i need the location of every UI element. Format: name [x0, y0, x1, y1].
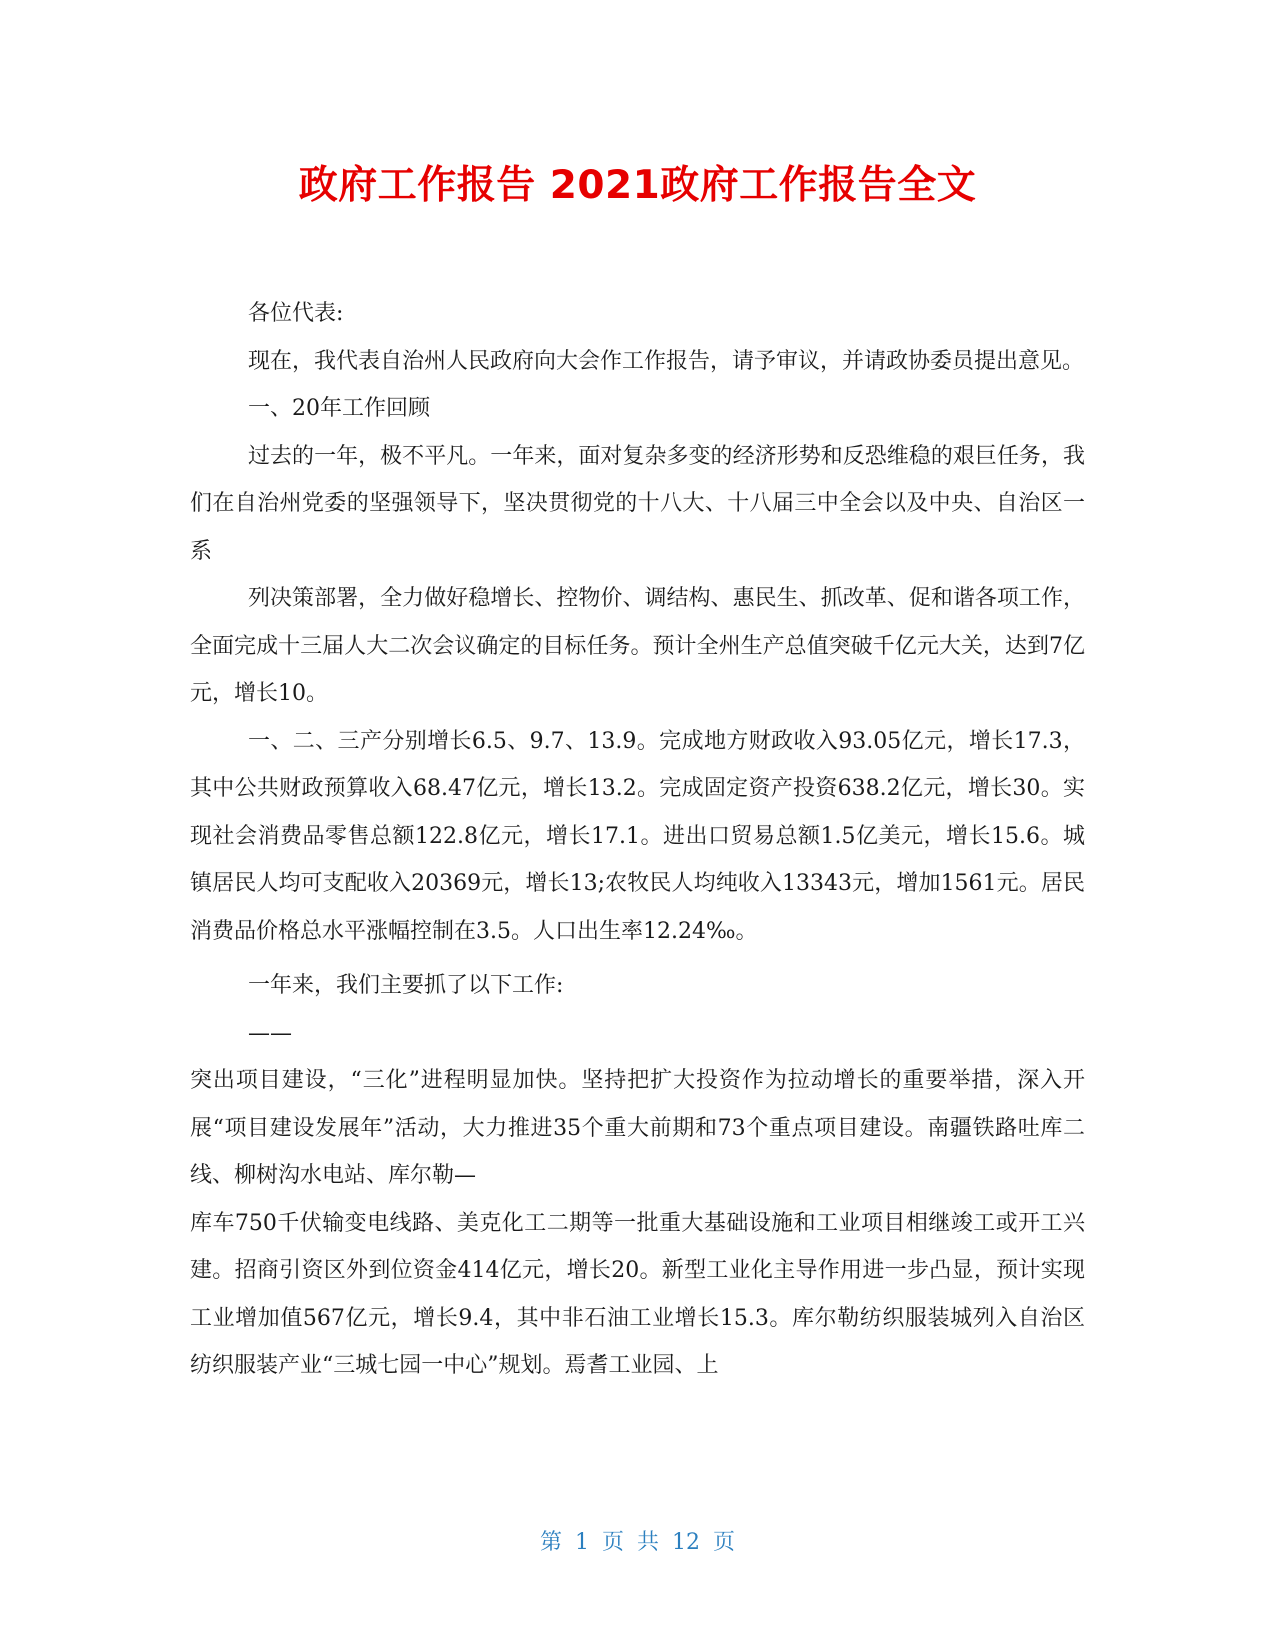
paragraph-industry: 库车750千伏输变电线路、美克化工二期等一批重大基础设施和工业项目相继竣工或开工兴建。招商引资区外到位资金414亿元，增长20。新型工业化主导作用进一步凸显，预计实现工业增加值567亿元，增长9.4，其中非石油工业增长15.3。库尔勒纺织服装城列入自治区纺织服装产业“三城七园一中心”规划。焉耆工业园、上: [190, 1210, 1085, 1378]
page-number-footer: 第 1 页 共 12 页: [540, 1530, 735, 1555]
page-title: 政府工作报告 2021政府工作报告全文: [298, 163, 977, 208]
paragraph-main-work: 一年来，我们主要抓了以下工作:: [248, 973, 564, 998]
section-heading-review: 一、20年工作回顾: [248, 396, 430, 421]
paragraph-intro: 现在，我代表自治州人民政府向大会作工作报告，请予审议，并请政协委员提出意见。: [248, 348, 1085, 374]
document-body: [190, 290, 1085, 1390]
paragraph-salutation: 各位代表:: [248, 301, 344, 326]
paragraph-dash: ——: [248, 1020, 292, 1046]
paragraph-decisions: 列决策部署，全力做好稳增长、控物价、调结构、惠民生、抓改革、促和谐各项工作，全面完成十三届人大二次会议确定的目标任务。预计全州生产总值突破千亿元大关，达到7亿元，增长10。: [190, 586, 1085, 706]
paragraph-project-construction: 突出项目建设，“三化”进程明显加快。坚持把扩大投资作为拉动增长的重要举措，深入开展“项目建设发展年”活动，大力推进35个重大前期和73个重点项目建设。南疆铁路吐库二线、柳树沟水电站、库尔勒—: [190, 1068, 1085, 1188]
paragraph-past-year: 过去的一年，极不平凡。一年来，面对复杂多变的经济形势和反恐维稳的艰巨任务，我们在自治州党委的坚强领导下，坚决贯彻党的十八大、十八届三中全会以及中央、自治区一系: [190, 443, 1085, 564]
paragraph-statistics: 一、二、三产分别增长6.5、9.7、13.9。完成地方财政收入93.05亿元，增长17.3，其中公共财政预算收入68.47亿元，增长13.2。完成固定资产投资638.2亿元，增长30。实现社会消费品零售总额122.8亿元，增长17.1。进出口贸易总额1.5亿美元，增长15.6。城镇居民人均可支配收入20369元，增长13;农牧民人均纯收入13343元，增加1561元。居民消费品价格总水平涨幅控制在3.5。人口出生率12.24‰。: [190, 728, 1085, 944]
